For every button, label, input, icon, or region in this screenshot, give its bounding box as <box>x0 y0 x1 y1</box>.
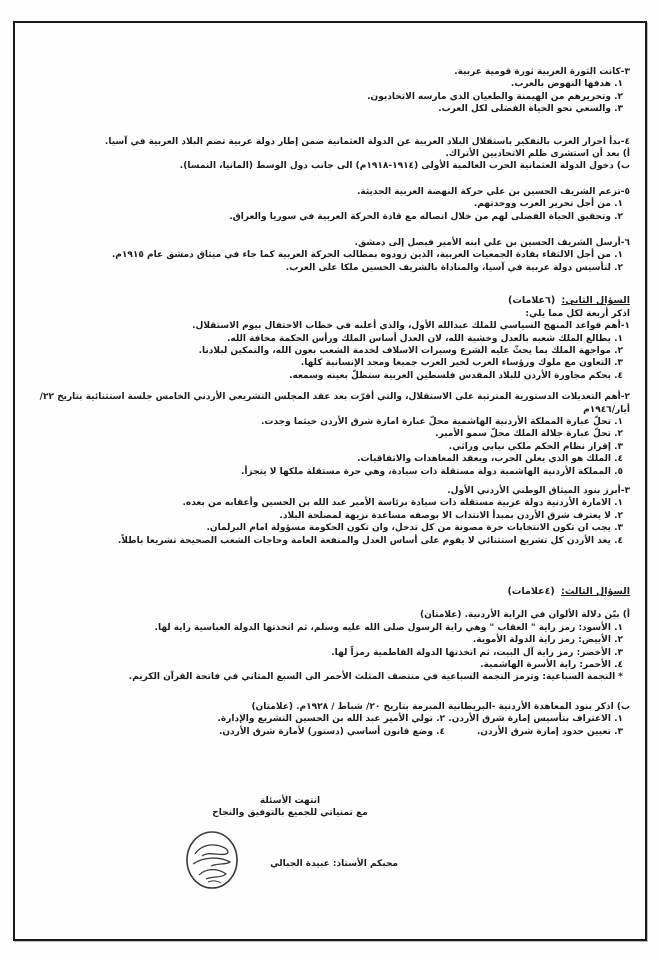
teacher-signature-line: محبكم الأستاذ: عبيدة الجبالي <box>270 859 398 869</box>
q2-part-3-title: ٣-أبرز بنود الميثاق الوطني الأردني الأول. <box>447 485 630 496</box>
answer-line: ٢. لتأسيس دولة عربية في آسيا، والمناداة بالشريف الحسين ملكا على العرب. <box>285 262 623 273</box>
good-luck-text: مع تمنياتي للجميع بالتوفيق والنجاح <box>212 808 368 819</box>
answer-block-6-title: ٦-أرسل الشريف الحسين بن علي ابنه الأمير فيصل إلى دمشق. <box>354 238 630 249</box>
answer-cell: ٤. وضع قانون أساسي (دستور) لأمارة شرق الأردن. <box>218 726 445 737</box>
answer-line: ٣. يجب ان تكون الانتخابات حرة مصونة من كل تدخل، وان تكون الحكومة مسؤولة امام البرلمان. <box>206 523 623 534</box>
answer-line: ١. الأسود: رمز راية " العقاب " وهي راية الرسول صلى الله عليه وسلم، ثم اتخذتها الدولة العباسية راية لها. <box>154 622 623 633</box>
q3-part-a <box>40 609 630 683</box>
answer-line: ب) دخول الدولة العثمانية الحرب العالمية الأولى (١٩١٤-١٩١٨م) الى جانب دول الوسط (المانيا، النمسا). <box>179 161 630 172</box>
q3-part-a-title: أ) بيّن دلالة الألوان في الراية الأردنية. (علامتان) <box>419 610 630 621</box>
answer-line: ٢. وتحريرهم من الهيمنة والطغيان الذي مارسه الاتحاديون. <box>367 91 623 102</box>
answer-line: ٣. الأخضر: رمز راية آل البيت، ثم اتخذتها الدولة الفاطمية رمزاً لها. <box>331 647 623 658</box>
answer-block-5 <box>40 186 630 223</box>
answer-line: ١. يطالع الملك شعبه بالعدل وخشية الله، لان العدل أساس الملك ورأس الحكمة مخافة الله. <box>226 333 623 344</box>
answer-line: ١. هدفها النهوض بالعرب. <box>510 79 623 90</box>
answer-block-5-title: ٥-تزعم الشريف الحسين بن علي حركة النهضة العربية الحديثة. <box>356 186 630 197</box>
q3-part-b <box>40 701 630 738</box>
question-2-heading-label: السؤال الثاني: <box>561 295 630 307</box>
answer-block-3-title: ٣-كانت الثورة العربية ثورة قومية عربية. <box>454 67 630 77</box>
answer-line: ٣. التعاون مع ملوك ورؤساء العرب لخير العرب جميعا ومجد الإنسانية كلها. <box>300 358 623 369</box>
answer-line: ٢. لا يعترف شرق الأردن بمبدأ الانتداب الا بوصفه مساعدة نزيهة لمصلحة البلاد. <box>279 510 623 521</box>
q2-part-2-title: ٢-أهم التعديلات الدستورية المترتبة على الاستقلال، والتي أقرّت بعد عقد المجلس التشريعي الأردني الخامس جلسة استثنائية بتاريخ ٢٢/ <box>39 392 630 403</box>
answer-block-4-title: ٤-بدأ احرار العرب بالتفكير باستقلال البلاد العربية عن الدولة العثمانية ضمن إطار دولة عربية تضم البلاد العربية في آسيا. <box>104 136 630 147</box>
question-3-heading-label: السؤال الثالث: <box>561 586 630 597</box>
signature-stamp-icon <box>184 829 240 892</box>
answer-line: ١. الامارة الأردنية دولة عربية مستقلة ذات سيادة برئاسة الأمير عبد الله بن الحسين وأعقابه من بعده. <box>182 498 623 509</box>
q2-part-1-title: ١-أهم قواعد المنهج السياسي للملك عبدالله الأول، والذي أعلنه في خطاب الاحتفال بيوم الاستقلال. <box>192 321 630 332</box>
question-2-heading <box>40 295 630 307</box>
answer-line: ١. تحلّ عبارة المملكة الأردنية الهاشمية محلّ عبارة امارة شرق الأردن حيثما وجدت. <box>261 416 623 427</box>
answer-block-3 <box>40 66 630 116</box>
q2-part-2 <box>40 391 630 478</box>
q3-part-b-title: ب) اذكر بنود المعاهدة الأردنية -البريطانية المبرمة بتاريخ ٢٠/ شباط / ١٩٢٨م. (علامتان) <box>251 701 630 712</box>
footer <box>90 795 490 820</box>
question-3-marks: (٤علامات) <box>507 586 555 597</box>
answer-cell: ٢. تولي الأمير عبد الله بن الحسين التشريع والإدارة. <box>217 714 445 725</box>
answer-line: ١. من أجل الالتقاء بقادة الجمعيات العربية، الذين زودوه بمطالب الحركة العربية كما جاء في ميثاق دمشق عام ١٩١٥م. <box>111 250 623 261</box>
answer-line: ٣. والسعي نحو الحياة الفضلى لكل العرب. <box>438 104 623 115</box>
q2-part-1 <box>40 320 630 382</box>
answer-line: ٢. الأبيض: رمز راية الدولة الأموية. <box>472 635 623 646</box>
answer-line: ٤. يعد الأردن كل تشريع استثنائي لا يقوم على أساس العدل والمنفعة العامة وحاجات الشعب الصحيحة تشريعا باطلاً. <box>117 535 623 546</box>
document-content <box>40 66 630 738</box>
question-2-marks: (٦علامات) <box>507 295 556 307</box>
answer-line: * النجمة السباعية: وترمز النجمة السباعية في منتصف المثلث الأحمر الى السبع المثاني في فاتحة القرآن الكريم. <box>128 672 623 683</box>
question-3-heading <box>40 586 630 598</box>
answer-line: أ) بعد أن استشرى ظلم الاتحاديين الأتراك. <box>445 149 630 160</box>
answer-line: ٤. الملك هو الذي يعلن الحرب، ويعقد المعاهدات والاتفاقيات. <box>357 454 623 465</box>
question-3-section <box>40 586 630 738</box>
q3-part-b-row-1 <box>40 713 630 725</box>
question-2-intro: اذكر أربعة لكل مما يلي: <box>525 308 630 319</box>
answer-line: ٣. إقرار نظام الحكم ملكي نيابي وراثي. <box>448 441 623 452</box>
answer-line: ٢. مواجهة الملك بما يحثّ عليه الشرع وسيرات الاسلاف لخدمة الشعب بعون الله، والتمكين لبلادنا. <box>198 345 623 356</box>
answer-line: ٤. الأحمر: راية الأسرة الهاشمية. <box>480 660 623 671</box>
answer-line: ٤. بحكم مجاورة الأردن للبلاد المقدس فلسطين العربية ستظلّ بعينه وسمعه. <box>289 370 623 381</box>
answer-line: ٢. تحلّ عبارة جلالة الملك محلّ سمو الأمير. <box>435 429 623 440</box>
answer-line: ٥. المملكة الأردنية الهاشمية دولة مستقلة ذات سيادة، وهي حرة مستقلة ملكها لا يتجزأ. <box>240 466 623 477</box>
answer-block-6 <box>40 237 630 274</box>
answer-cell: ١. الاعتراف بتأسيس إمارة شرق الأردن. <box>448 714 623 725</box>
answer-line: ٢. وتحقيق الحياة الفضلى لهم من خلال اتصاله مع قادة الحركة العربية في سوريا والعراق. <box>229 211 623 222</box>
end-of-questions-text: انتهت الأسئلة <box>259 796 321 806</box>
q3-part-b-row-2 <box>40 726 630 738</box>
answer-cell: ٣. تعيين حدود إمارة شرق الأردن. <box>476 726 623 737</box>
question-2-section <box>40 295 630 547</box>
q2-part-2-title-cont: أيار/١٩٤٦م <box>583 404 630 415</box>
answer-block-4 <box>40 136 630 173</box>
answer-line: ١. من أجل تحرير العرب ووحدتهم. <box>473 199 623 210</box>
q2-part-3 <box>40 485 630 547</box>
